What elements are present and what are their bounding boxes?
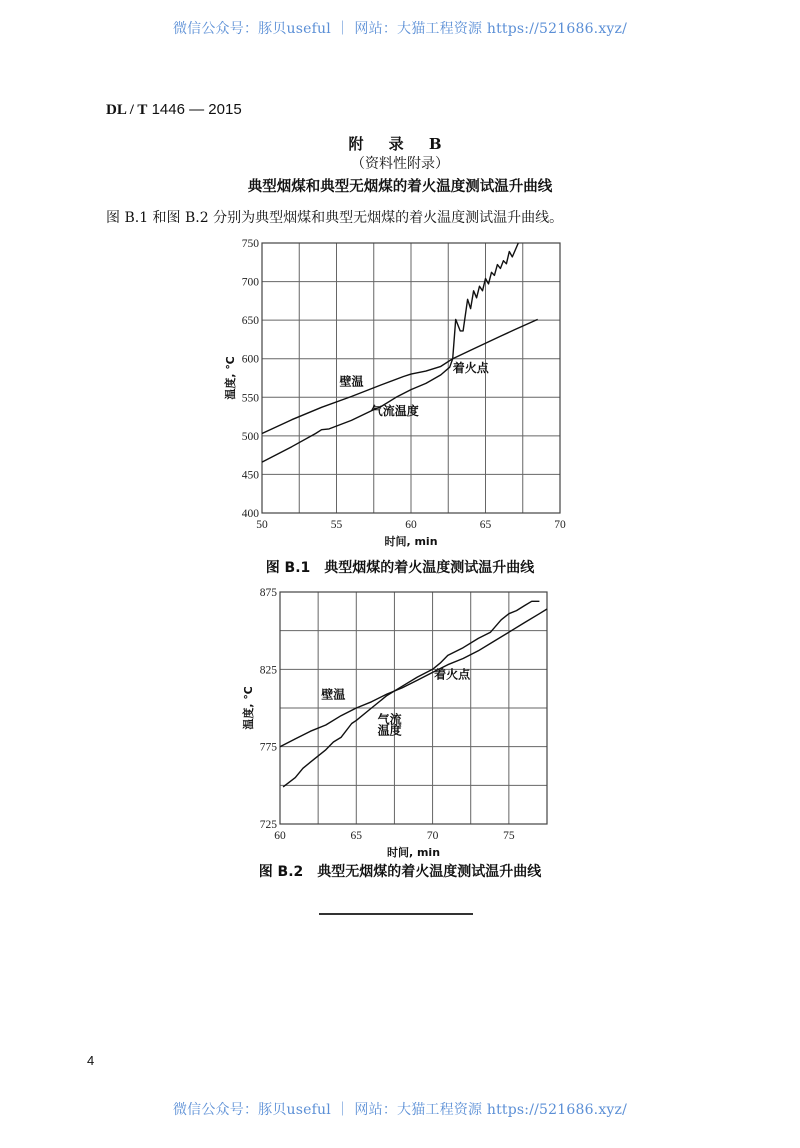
y-tick-label: 750 bbox=[241, 238, 259, 250]
x-axis-label: 时间, min bbox=[384, 535, 438, 548]
x-tick-label: 70 bbox=[554, 519, 566, 531]
y-tick-label: 550 bbox=[241, 392, 259, 405]
curve-annotation: 壁温 bbox=[339, 374, 364, 389]
curve-annotation: 气流温度 bbox=[370, 404, 419, 419]
series-line bbox=[280, 609, 547, 747]
y-tick-label: 450 bbox=[241, 469, 259, 482]
standard-code-prefix: DL / T bbox=[106, 102, 148, 118]
x-tick-label: 60 bbox=[274, 830, 286, 842]
appendix-title: 附 录 B bbox=[348, 135, 452, 153]
curve-annotation: 壁温 bbox=[321, 687, 346, 702]
x-tick-label: 55 bbox=[330, 519, 343, 531]
page-number: 4 bbox=[87, 1053, 95, 1068]
watermark-top: 微信公众号：豚贝useful ｜ 网站：大猫工程资源 https://521686.xyz/ bbox=[172, 21, 628, 37]
y-tick-label: 500 bbox=[241, 430, 259, 443]
y-axis-label: 温度, ℃ bbox=[242, 686, 255, 730]
x-axis-label: 时间, min bbox=[386, 846, 441, 859]
y-axis-label: 温度, ℃ bbox=[224, 356, 237, 400]
x-tick-label: 65 bbox=[350, 830, 363, 842]
x-tick-label: 70 bbox=[426, 830, 439, 842]
end-rule-divider bbox=[319, 913, 473, 915]
y-tick-label: 700 bbox=[241, 276, 259, 289]
intro-paragraph: 图 B.1 和图 B.2 分别为典型烟煤和典型无烟煤的着火温度测试温升曲线。 bbox=[106, 210, 564, 226]
curve-annotation: 气流 bbox=[377, 712, 402, 727]
x-tick-label: 75 bbox=[503, 830, 515, 842]
curve-annotation: 着火点 bbox=[452, 360, 489, 375]
y-tick-label: 400 bbox=[241, 508, 259, 520]
figure-caption-b2: 图 B.2 典型无烟煤的着火温度测试温升曲线 bbox=[258, 864, 542, 880]
y-tick-label: 600 bbox=[241, 353, 259, 366]
appendix-subtitle: （资料性附录） bbox=[351, 156, 449, 172]
curve-annotation: 着火点 bbox=[434, 667, 471, 682]
curve-annotation: 温度 bbox=[377, 723, 402, 738]
x-tick-label: 65 bbox=[479, 519, 492, 531]
appendix-heading: 典型烟煤和典型无烟煤的着火温度测试温升曲线 bbox=[247, 179, 553, 195]
watermark-bottom: 微信公众号：豚贝useful ｜ 网站：大猫工程资源 https://521686.xyz/ bbox=[172, 1102, 628, 1118]
y-tick-label: 725 bbox=[259, 819, 277, 831]
y-tick-label: 775 bbox=[259, 741, 277, 754]
y-tick-label: 825 bbox=[259, 664, 277, 677]
standard-code-number: 1446 — 2015 bbox=[151, 101, 242, 118]
figure-caption-b1: 图 B.1 典型烟煤的着火温度测试温升曲线 bbox=[265, 560, 535, 576]
x-tick-label: 50 bbox=[256, 519, 268, 531]
y-tick-label: 650 bbox=[241, 315, 259, 328]
y-tick-label: 875 bbox=[259, 587, 277, 599]
x-tick-label: 60 bbox=[405, 519, 417, 531]
